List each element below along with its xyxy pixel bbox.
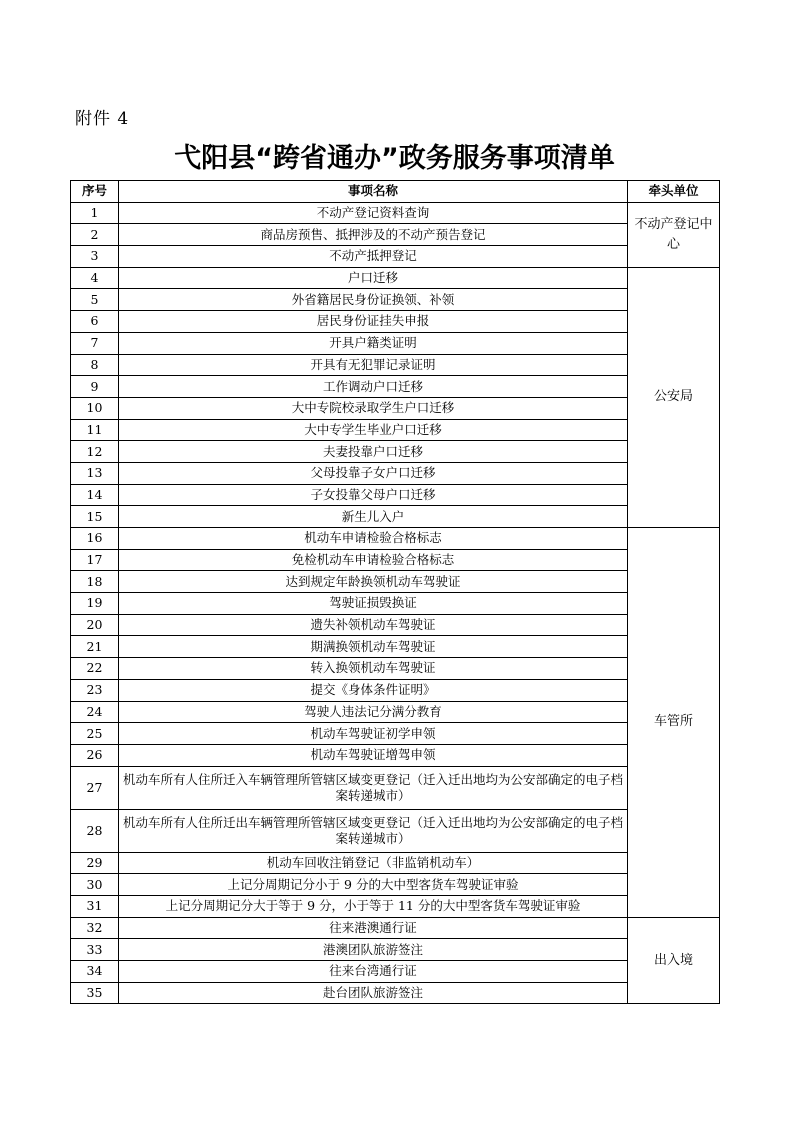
row-item-name: 驾驶证损毁换证 (119, 593, 628, 615)
row-item-name: 不动产抵押登记 (119, 246, 628, 268)
row-index: 16 (71, 528, 119, 550)
row-item-name: 遗失补领机动车驾驶证 (119, 614, 628, 636)
table-row (71, 506, 720, 528)
row-item-name: 提交《身体条件证明》 (119, 679, 628, 701)
row-item-name: 机动车驾驶证增驾申领 (119, 744, 628, 766)
row-index: 32 (71, 917, 119, 939)
row-index: 34 (71, 961, 119, 983)
table-row (71, 701, 720, 723)
row-index: 35 (71, 982, 119, 1004)
row-index: 8 (71, 354, 119, 376)
row-item-name: 大中专学生毕业户口迁移 (119, 419, 628, 441)
row-item-name: 机动车所有人住所迁入车辆管理所管辖区域变更登记（迁入迁出地均为公安部确定的电子档案转递城市） (119, 766, 628, 809)
table-row (71, 224, 720, 246)
row-item-name: 户口迁移 (119, 267, 628, 289)
row-index: 18 (71, 571, 119, 593)
page-title: 弋阳县“跨省通办”政务服务事项清单 (174, 143, 615, 174)
row-item-name: 机动车回收注销登记（非监销机动车） (119, 852, 628, 874)
table-row (71, 441, 720, 463)
table-row (71, 311, 720, 333)
row-item-name: 往来台湾通行证 (119, 961, 628, 983)
row-index: 31 (71, 895, 119, 917)
row-index: 3 (71, 246, 119, 268)
table-row (71, 419, 720, 441)
row-index: 27 (71, 766, 119, 809)
table-row (71, 982, 720, 1004)
lead-unit-cell: 出入境 (628, 917, 720, 1004)
row-item-name: 赴台团队旅游签注 (119, 982, 628, 1004)
row-index: 17 (71, 549, 119, 571)
row-index: 25 (71, 723, 119, 745)
table-row (71, 895, 720, 917)
row-index: 26 (71, 744, 119, 766)
row-item-name: 子女投靠父母户口迁移 (119, 484, 628, 506)
table-row (71, 484, 720, 506)
row-index: 12 (71, 441, 119, 463)
table-row (71, 202, 720, 224)
table-row (71, 766, 720, 809)
row-index: 20 (71, 614, 119, 636)
table-row (71, 744, 720, 766)
table-row (71, 246, 720, 268)
row-index: 9 (71, 376, 119, 398)
row-index: 24 (71, 701, 119, 723)
attachment-label: 附件 4 (75, 109, 130, 129)
row-item-name: 居民身份证挂失申报 (119, 311, 628, 333)
table-row (71, 376, 720, 398)
table-row (71, 658, 720, 680)
row-index: 7 (71, 332, 119, 354)
row-item-name: 开具有无犯罪记录证明 (119, 354, 628, 376)
table-row (71, 874, 720, 896)
row-item-name: 转入换领机动车驾驶证 (119, 658, 628, 680)
table-row (71, 723, 720, 745)
row-item-name: 外省籍居民身份证换领、补领 (119, 289, 628, 311)
row-index: 29 (71, 852, 119, 874)
row-item-name: 工作调动户口迁移 (119, 376, 628, 398)
table-row (71, 917, 720, 939)
table-row (71, 332, 720, 354)
row-item-name: 期满换领机动车驾驶证 (119, 636, 628, 658)
row-item-name: 上记分周期记分大于等于 9 分，小于等于 11 分的大中型客货车驾驶证审验 (119, 895, 628, 917)
lead-unit-cell: 公安局 (628, 267, 720, 527)
table-row (71, 593, 720, 615)
table-row (71, 939, 720, 961)
row-item-name: 机动车申请检验合格标志 (119, 528, 628, 550)
row-index: 15 (71, 506, 119, 528)
table-row (71, 809, 720, 852)
row-index: 5 (71, 289, 119, 311)
row-item-name: 开具户籍类证明 (119, 332, 628, 354)
service-items-table (70, 180, 720, 1004)
row-index: 10 (71, 397, 119, 419)
row-item-name: 商品房预售、抵押涉及的不动产预告登记 (119, 224, 628, 246)
row-index: 2 (71, 224, 119, 246)
row-index: 33 (71, 939, 119, 961)
row-index: 21 (71, 636, 119, 658)
row-index: 6 (71, 311, 119, 333)
row-index: 4 (71, 267, 119, 289)
table-header-row (71, 181, 720, 203)
row-item-name: 港澳团队旅游签注 (119, 939, 628, 961)
lead-unit-cell: 不动产登记中心 (628, 202, 720, 267)
row-index: 23 (71, 679, 119, 701)
lead-unit-cell: 车管所 (628, 528, 720, 918)
table-row (71, 354, 720, 376)
table-row (71, 289, 720, 311)
row-item-name: 免检机动车申请检验合格标志 (119, 549, 628, 571)
table-row (71, 961, 720, 983)
row-item-name: 不动产登记资料查询 (119, 202, 628, 224)
row-index: 30 (71, 874, 119, 896)
row-item-name: 达到规定年龄换领机动车驾驶证 (119, 571, 628, 593)
row-item-name: 机动车所有人住所迁出车辆管理所管辖区域变更登记（迁入迁出地均为公安部确定的电子档案转递城市） (119, 809, 628, 852)
row-index: 14 (71, 484, 119, 506)
row-item-name: 往来港澳通行证 (119, 917, 628, 939)
table-row (71, 614, 720, 636)
table-row (71, 571, 720, 593)
table-row (71, 549, 720, 571)
row-index: 22 (71, 658, 119, 680)
header-item-name: 事项名称 (119, 181, 628, 203)
row-index: 13 (71, 462, 119, 484)
table-row (71, 528, 720, 550)
header-index: 序号 (71, 181, 119, 203)
table-row (71, 852, 720, 874)
row-index: 28 (71, 809, 119, 852)
row-index: 1 (71, 202, 119, 224)
row-index: 19 (71, 593, 119, 615)
row-item-name: 父母投靠子女户口迁移 (119, 462, 628, 484)
table-row (71, 679, 720, 701)
header-lead-unit: 牵头单位 (628, 181, 720, 203)
row-item-name: 大中专院校录取学生户口迁移 (119, 397, 628, 419)
row-item-name: 新生儿入户 (119, 506, 628, 528)
row-item-name: 机动车驾驶证初学申领 (119, 723, 628, 745)
table-row (71, 462, 720, 484)
table-row (71, 267, 720, 289)
row-item-name: 上记分周期记分小于 9 分的大中型客货车驾驶证审验 (119, 874, 628, 896)
table-row (71, 636, 720, 658)
row-item-name: 夫妻投靠户口迁移 (119, 441, 628, 463)
row-item-name: 驾驶人违法记分满分教育 (119, 701, 628, 723)
table-row (71, 397, 720, 419)
row-index: 11 (71, 419, 119, 441)
